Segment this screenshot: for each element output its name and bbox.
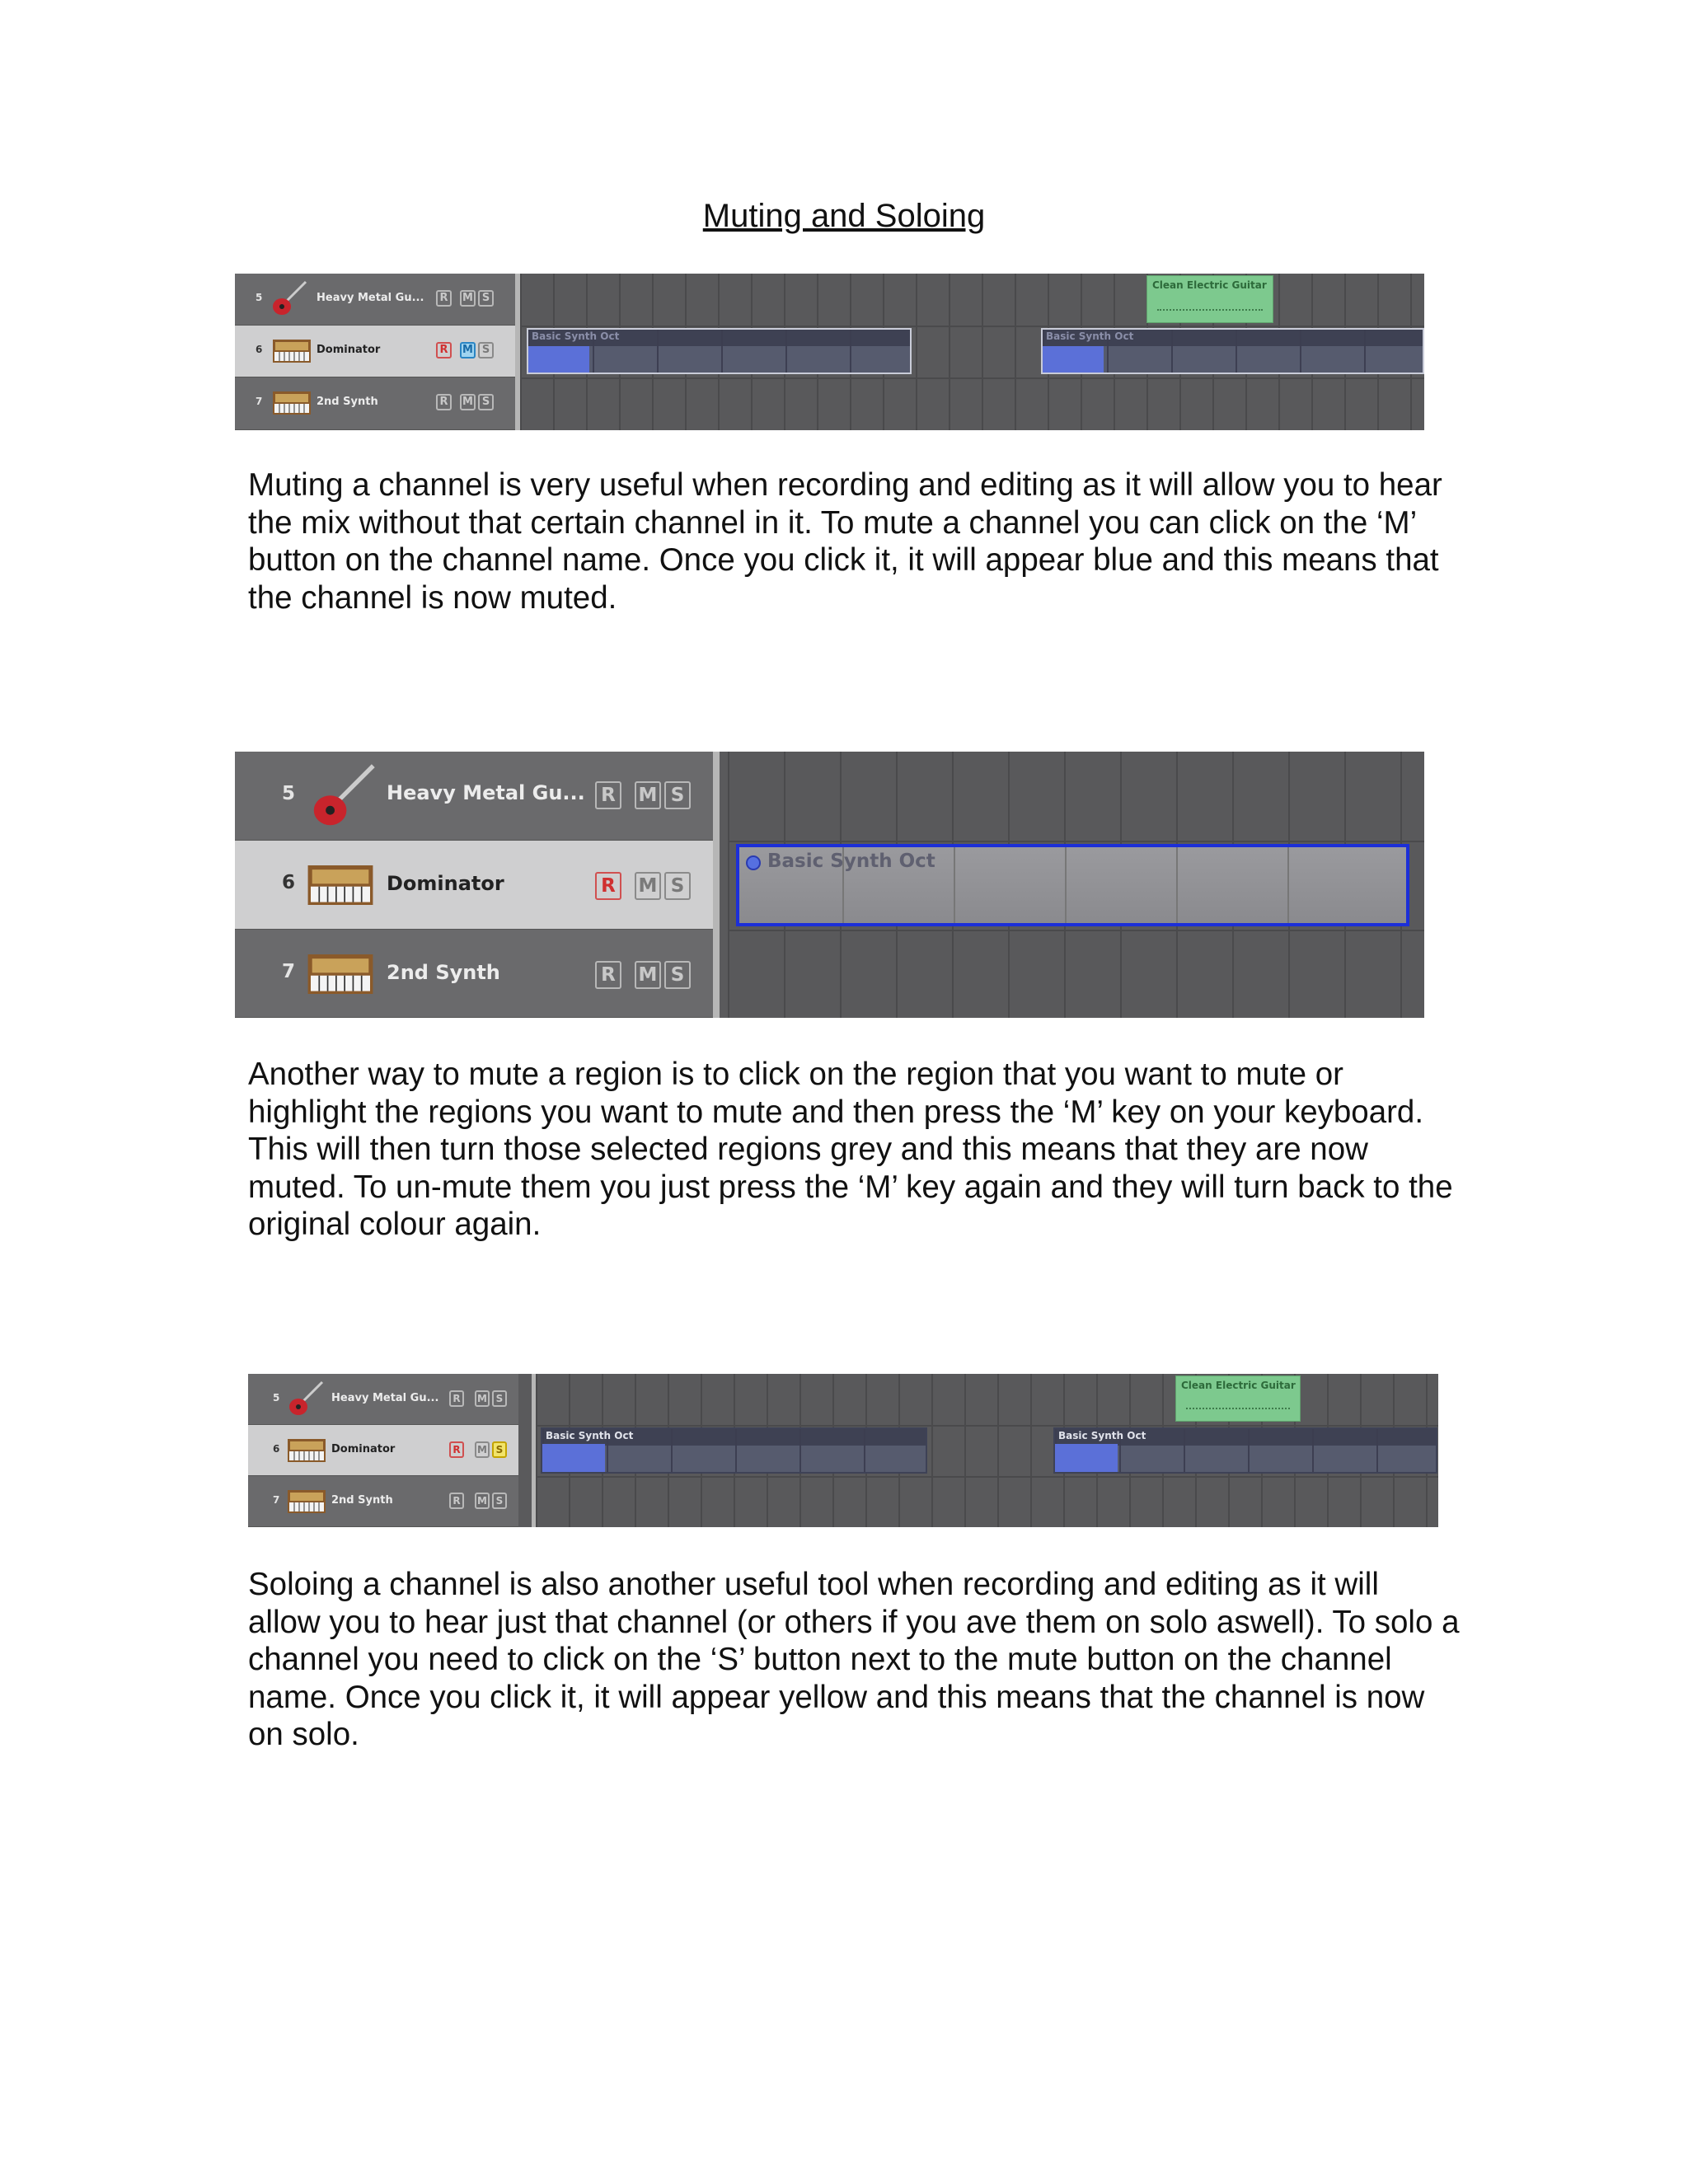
track-name: Dominator bbox=[316, 344, 381, 356]
mute-button-active[interactable]: M bbox=[460, 342, 476, 359]
solo-button[interactable]: S bbox=[664, 872, 691, 900]
region-label: Basic Synth Oct bbox=[532, 330, 620, 342]
region-notes bbox=[1157, 309, 1263, 311]
region-basic-synth-oct-muted[interactable] bbox=[736, 844, 1409, 926]
synth-keyboard-icon bbox=[288, 1490, 326, 1517]
track-name: Dominator bbox=[387, 872, 504, 895]
solo-button[interactable]: S bbox=[664, 781, 691, 809]
region-notes-bar bbox=[1055, 1444, 1118, 1472]
track-row-2nd-synth[interactable] bbox=[248, 1476, 518, 1527]
region-label: Basic Synth Oct bbox=[1046, 330, 1134, 342]
row-separator bbox=[520, 377, 1424, 379]
guitar-icon bbox=[268, 279, 309, 324]
record-button[interactable]: R bbox=[595, 961, 621, 989]
screenshot-mute-region bbox=[235, 752, 1424, 1018]
track-number: 5 bbox=[273, 1392, 280, 1404]
mute-button[interactable]: M bbox=[635, 781, 661, 809]
track-name: 2nd Synth bbox=[387, 961, 500, 984]
arrange-timeline bbox=[728, 752, 1424, 1018]
region-basic-synth-oct[interactable] bbox=[541, 1427, 927, 1474]
record-button[interactable]: R bbox=[449, 1493, 464, 1509]
track-name: Heavy Metal Gu... bbox=[387, 781, 585, 804]
guitar-icon bbox=[284, 1379, 326, 1424]
track-row-2nd-synth[interactable] bbox=[235, 377, 515, 430]
screenshot-mute bbox=[235, 274, 1424, 430]
track-number: 6 bbox=[273, 1443, 280, 1455]
synth-keyboard-icon bbox=[273, 391, 311, 419]
record-button[interactable]: R bbox=[436, 394, 452, 410]
row-separator bbox=[728, 841, 1424, 842]
region-notes-bar bbox=[542, 1444, 605, 1472]
guitar-icon bbox=[305, 760, 379, 838]
paragraph-mute-region: Another way to mute a region is to click on the region that you want to mute or highlight the regions you want to mute and then press the ‘M’ key on your keyboard. This will then turn those selected regions grey and this means that they are now muted. To un-mute them you just press the ‘M’ key again and they will turn back to the original colour again. bbox=[248, 1057, 1453, 1242]
track-number: 6 bbox=[256, 344, 263, 355]
track-number: 5 bbox=[256, 292, 263, 303]
solo-button-active[interactable]: S bbox=[492, 1441, 507, 1458]
region-label: Basic Synth Oct bbox=[1058, 1430, 1146, 1441]
track-list bbox=[248, 1374, 518, 1527]
track-name: Heavy Metal Gu... bbox=[331, 1392, 439, 1404]
region-segment-line bbox=[1065, 847, 1067, 923]
track-row-heavy-metal[interactable] bbox=[248, 1374, 518, 1425]
region-label: Basic Synth Oct bbox=[767, 851, 935, 872]
track-row-2nd-synth[interactable] bbox=[235, 930, 713, 1018]
row-separator bbox=[536, 1476, 1438, 1478]
mute-button[interactable]: M bbox=[460, 394, 476, 410]
arrange-timeline bbox=[520, 274, 1424, 430]
track-divider bbox=[713, 752, 720, 1018]
row-separator bbox=[520, 326, 1424, 327]
screenshot-solo bbox=[248, 1374, 1438, 1527]
record-button[interactable]: R bbox=[595, 781, 621, 809]
track-row-dominator[interactable] bbox=[248, 1425, 518, 1476]
region-basic-synth-oct-2[interactable] bbox=[1053, 1427, 1437, 1474]
paragraph-muting-channel: Muting a channel is very useful when recording and editing as it will allow you to hear the mix without that certain channel in it. To mute a channel you can click on the ‘M’ button on the channel name. Once you click it, it will appear blue and this means that the channel is now muted. bbox=[248, 467, 1442, 616]
solo-button[interactable]: S bbox=[664, 961, 691, 989]
synth-keyboard-icon bbox=[307, 954, 373, 998]
record-button[interactable]: R bbox=[449, 1390, 464, 1407]
synth-keyboard-icon bbox=[273, 340, 311, 367]
row-separator bbox=[536, 1425, 1438, 1427]
track-number: 6 bbox=[282, 872, 296, 893]
track-name: 2nd Synth bbox=[316, 396, 378, 408]
region-basic-synth-oct-2[interactable] bbox=[1041, 328, 1424, 374]
mute-button[interactable]: M bbox=[475, 1390, 490, 1407]
region-segment-line bbox=[1176, 847, 1178, 923]
region-notes-bar bbox=[528, 346, 589, 373]
record-button[interactable]: R bbox=[595, 872, 621, 900]
region-basic-synth-oct[interactable] bbox=[527, 328, 912, 374]
region-label: Basic Synth Oct bbox=[546, 1430, 634, 1441]
track-name: Heavy Metal Gu... bbox=[316, 292, 424, 304]
track-row-dominator[interactable] bbox=[235, 841, 713, 930]
track-number: 7 bbox=[256, 396, 263, 407]
page-title: Muting and Soloing bbox=[702, 198, 986, 234]
track-list bbox=[235, 752, 713, 1018]
track-name: Dominator bbox=[331, 1443, 396, 1455]
track-row-heavy-metal[interactable] bbox=[235, 274, 515, 326]
track-number: 7 bbox=[282, 961, 296, 982]
arrange-timeline bbox=[536, 1374, 1438, 1527]
track-number: 7 bbox=[273, 1494, 280, 1506]
solo-button[interactable]: S bbox=[492, 1390, 507, 1407]
region-label: Clean Electric Guitar bbox=[1152, 279, 1267, 291]
region-clean-electric-guitar[interactable] bbox=[1175, 1376, 1301, 1422]
mute-button[interactable]: M bbox=[475, 1493, 490, 1509]
track-number: 5 bbox=[282, 783, 296, 804]
region-label: Clean Electric Guitar bbox=[1181, 1380, 1296, 1391]
record-button[interactable]: R bbox=[436, 290, 452, 307]
mute-button[interactable]: M bbox=[475, 1441, 490, 1458]
solo-button[interactable]: S bbox=[492, 1493, 507, 1509]
track-row-dominator[interactable] bbox=[235, 326, 515, 377]
solo-button[interactable]: S bbox=[478, 394, 494, 410]
region-segment-line bbox=[954, 847, 955, 923]
region-clean-electric-guitar[interactable] bbox=[1146, 275, 1273, 323]
track-name: 2nd Synth bbox=[331, 1494, 393, 1507]
mute-button[interactable]: M bbox=[460, 290, 476, 307]
record-button[interactable]: R bbox=[449, 1441, 464, 1458]
track-list bbox=[235, 274, 515, 430]
track-row-heavy-metal[interactable] bbox=[235, 752, 713, 841]
solo-button[interactable]: S bbox=[478, 290, 494, 307]
solo-button[interactable]: S bbox=[478, 342, 494, 359]
region-segment-line bbox=[1287, 847, 1289, 923]
record-button[interactable]: R bbox=[436, 342, 452, 359]
paragraph-soloing-channel: Soloing a channel is also another useful tool when recording and editing as it will allow you to hear just that channel (or others if you ave them on solo aswell). To solo a channel you need to click on the ‘S’ button next to the mute button on the channel name. Once you click it, it will appear yellow and this means that the channel is now on solo. bbox=[248, 1567, 1460, 1752]
row-separator bbox=[728, 930, 1424, 931]
region-notes-bar bbox=[1043, 346, 1104, 373]
region-loop-dot bbox=[746, 855, 761, 870]
synth-keyboard-icon bbox=[288, 1439, 326, 1466]
mute-button[interactable]: M bbox=[635, 961, 661, 989]
mute-button[interactable]: M bbox=[635, 872, 661, 900]
synth-keyboard-icon bbox=[307, 865, 373, 909]
region-notes bbox=[1186, 1408, 1290, 1409]
